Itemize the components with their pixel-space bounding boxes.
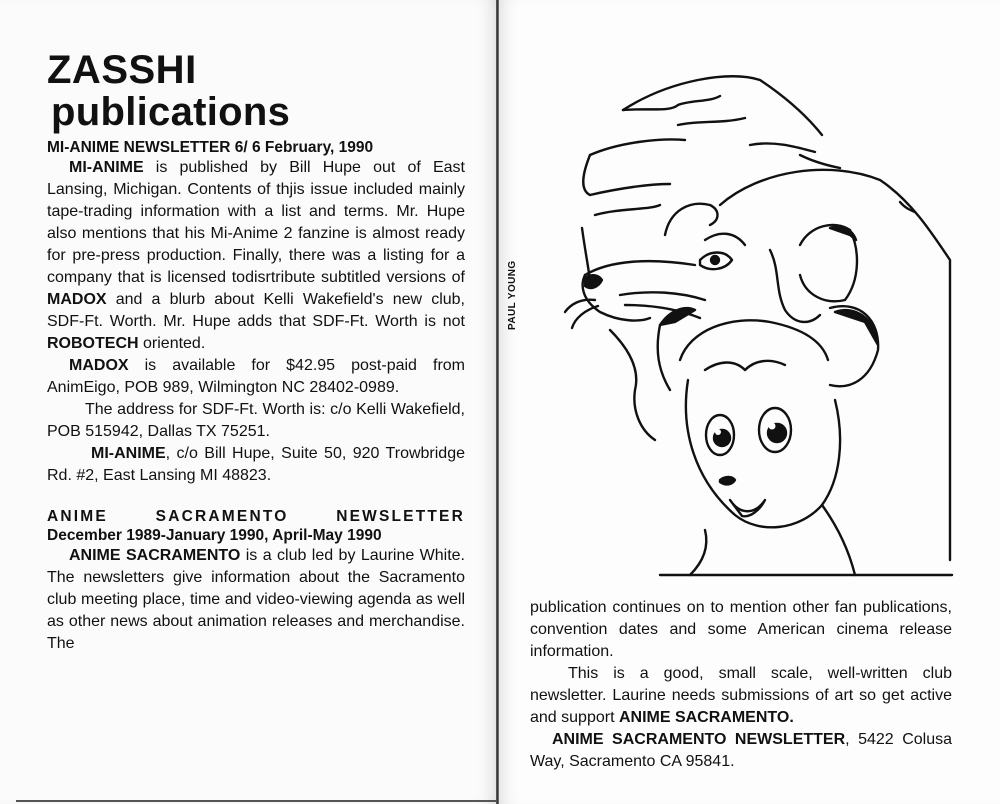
section-heading-anime-sacramento: ANIME SACRAMENTO NEWSLETTER <box>47 508 465 525</box>
bold-term: MI-ANIME <box>69 159 144 176</box>
bold-term: MADOX <box>47 291 107 308</box>
brand-title: ZASSHI <box>47 48 197 92</box>
paragraph-mi-anime-address: MI-ANIME, c/o Bill Hupe, Suite 50, 920 Trowbridge Rd. #2, East Lansing MI 48823. <box>47 445 465 484</box>
section-dates-anime-sacramento: December 1989-January 1990, April-May 1990 <box>47 527 382 544</box>
paragraph-review: This is a good, small scale, well-written club newsletter. Laurine needs submissions of art so get active and support ANIME SACRAMENTO. <box>530 665 952 726</box>
paragraph-madox-availability: MADOX is available for $42.95 post-paid from AnimEigo, POB 989, Wilmington NC 28402-0989. <box>47 357 465 396</box>
brand-subtitle: publications <box>51 90 291 134</box>
bold-term: MI-ANIME <box>91 445 166 462</box>
book-spine <box>496 0 499 804</box>
bold-term: ANIME SACRAMENTO. <box>618 709 794 726</box>
left-column <box>47 48 465 655</box>
lion-and-cub-icon <box>560 60 960 580</box>
paragraph-sacramento-address: ANIME SACRAMENTO NEWSLETTER, 5422 Colusa Way, Sacramento CA 95841. <box>530 731 952 770</box>
paragraph-mi-anime-intro: MI-ANIME is published by Bill Hupe out of East Lansing, Michigan. Contents of thjis issue included mainly tape-trading information with a list and terms. Mr. Hupe also mentions that his Mi-Anime 2 fanzine is almost ready for pre-press production. Finally, there was a listing for a company that is licensed todisrtribute subtitled versions of MADOX and a blurb about Kelli Wakefield's new club, SDF-Ft. Worth. Mr. Hupe adds that SDF-Ft. Worth is not ROBOTECH oriented. <box>47 159 465 352</box>
artist-credit: PAUL YOUNG <box>507 260 518 330</box>
bold-term: ANIME SACRAMENTO <box>69 547 241 564</box>
bold-term: ANIME SACRAMENTO NEWSLETTER <box>552 731 846 748</box>
right-column <box>530 597 952 773</box>
bold-term: ROBOTECH <box>47 335 139 352</box>
paragraph-anime-sacramento-intro: ANIME SACRAMENTO is a club led by Laurine White. The newsletters give information about the Sacramento club meeting place, time and video-viewing agenda as well as other news about animation releases and merchandise. The <box>47 547 466 652</box>
page-bottom-edge <box>16 800 496 802</box>
section-heading-mi-anime: MI-ANIME NEWSLETTER 6/ 6 February, 1990 <box>47 139 374 156</box>
paragraph-continuation: publication continues on to mention other fan publications, convention dates and some American cinema release information. <box>530 599 952 660</box>
lion-illustration <box>560 60 960 580</box>
paragraph-sdf-address: The address for SDF-Ft. Worth is: c/o Kelli Wakefield, POB 515942, Dallas TX 75251. <box>47 401 465 440</box>
bold-term: MADOX <box>69 357 129 374</box>
